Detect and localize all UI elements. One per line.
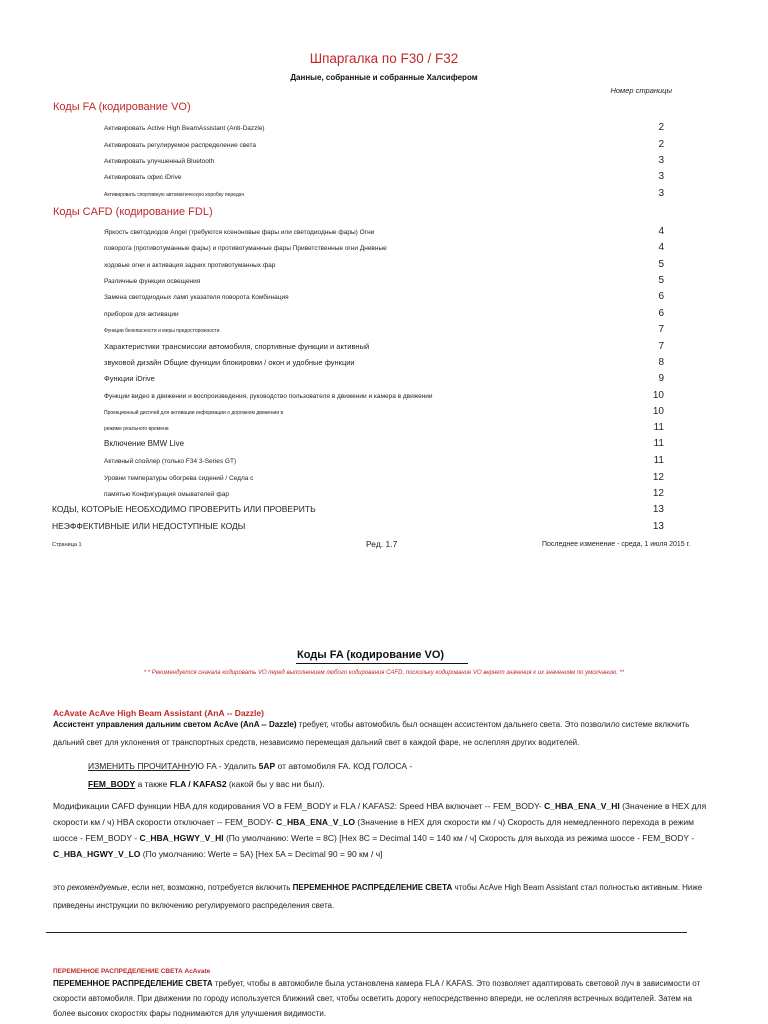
- toc-entry-page: 11: [653, 438, 664, 449]
- bold-term: C_HBA_HGWY_V_HI: [139, 833, 224, 843]
- subsection-heading-variable-light: ПЕРЕМЕННОЕ РАСПРЕДЕЛЕНИЕ СВЕТА AcAvate: [53, 968, 211, 975]
- bold-term: ПЕРЕМЕННОЕ РАСПРЕДЕЛЕНИЕ СВЕТА: [53, 979, 213, 988]
- toc-entry[interactable]: [104, 306, 664, 320]
- toc-entry-text: Активировать Active High BeamAssistant (Anti-Dazzle): [104, 125, 265, 132]
- toc-entry-page: 12: [652, 472, 664, 483]
- toc-entry-text: поворота (противотуманные фары) и противотуманные фары Приветственные огни Дневные: [104, 245, 387, 252]
- toc-entry-page: 5: [658, 259, 664, 270]
- paragraph-text: , если нет, возможно, потребуется включить: [127, 883, 293, 892]
- paragraph-high-beam-description: [53, 716, 713, 752]
- toc-entry[interactable]: [104, 486, 664, 500]
- paragraph-text: это: [53, 883, 68, 892]
- bold-term: C_HBA_ENA_V_HI: [544, 801, 620, 811]
- toc-entry[interactable]: [104, 289, 664, 303]
- toc-entry-page: 11: [653, 422, 664, 433]
- toc-entry-page: 3: [658, 171, 664, 182]
- paragraph-text: требует, чтобы автомобиль был оснащен ассистентом дальнего света. Это позволило системе включить дальний свет для уклонения от транспортных средств, независимо перемещая дальний свет в каждой фаре, не ослепляя других водителей.: [53, 720, 690, 747]
- toc-entry[interactable]: [52, 519, 664, 533]
- bold-term: 5AP: [258, 761, 276, 771]
- toc-entry-text: приборов для активации: [104, 311, 179, 318]
- toc-entry-text: Активировать регулируемое распределение света: [104, 142, 257, 149]
- toc-entry-text: Включение BMW Live: [104, 439, 185, 448]
- toc-entry-text: Функции видео в движении и воспроизведения, руководство пользователя в движении и камера в движении: [104, 393, 433, 400]
- toc-entry-text: Активный спойлер (только F34 3-Series GT): [104, 458, 237, 465]
- toc-entry[interactable]: [104, 240, 664, 254]
- paragraph-cafd-hba: [53, 798, 713, 862]
- toc-entry-text: Характеристики трансмиссии автомобиля, спортивные функции и активный: [104, 342, 370, 351]
- toc-entry[interactable]: [104, 273, 664, 287]
- toc-entry-page: 13: [652, 504, 664, 515]
- toc-entry[interactable]: [104, 224, 664, 238]
- heading-underline: [296, 663, 468, 664]
- bold-term: FEM_BODY: [88, 779, 136, 789]
- paragraph-variable-light-description: [53, 976, 713, 1021]
- toc-entry-text: Проекционный дисплей для активации информации о дорожном движении в: [104, 410, 284, 416]
- toc-entry[interactable]: [104, 339, 664, 353]
- toc-entry-text: Активировать спортивную автоматическую коробку передач: [104, 192, 245, 198]
- toc-entry-page: 6: [658, 291, 664, 302]
- toc-entry[interactable]: [104, 388, 664, 402]
- footer-last-modified: Последнее изменение - среда, 1 июля 2015 г.: [542, 541, 691, 548]
- toc-entry[interactable]: [104, 371, 664, 385]
- toc-entry[interactable]: [104, 436, 664, 450]
- paragraph-text: а также: [135, 779, 170, 789]
- section-heading-fa-page2: Коды FA (кодирование VO): [297, 649, 445, 661]
- toc-entry-page: 11: [653, 455, 664, 466]
- toc-entry[interactable]: [104, 322, 664, 336]
- toc-entry-text: звуковой дизайн Общие функции блокировки / окон и удобные функции: [104, 358, 355, 367]
- toc-entry[interactable]: [104, 120, 664, 134]
- page-number-column-label: Номер страницы: [610, 86, 672, 95]
- section-heading-fa: Коды FA (кодирование VO): [53, 101, 191, 113]
- underlined-text: ИЗМЕНИТЬ ПРОЧИТАНН: [88, 761, 191, 771]
- toc-entry[interactable]: [104, 153, 664, 167]
- paragraph-text: УЮ FA - Удалить: [190, 761, 259, 771]
- page-subtitle: Данные, собранные и собранные Халсифером: [290, 73, 478, 82]
- toc-entry-text: Уровни температуры обогрева сидений / Седла с: [104, 475, 254, 482]
- toc-entry-text: НЕЭФФЕКТИВНЫЕ ИЛИ НЕДОСТУПНЫЕ КОДЫ: [52, 521, 246, 531]
- paragraph-text: (Значение в HEX для скорости км / ч) HBA скорости отключает -- FEM_BODY-: [53, 801, 707, 827]
- toc-entry-text: ходовые огни и активация задних противотуманных фар: [104, 262, 276, 269]
- toc-entry[interactable]: [104, 137, 664, 151]
- toc-entry-page: 2: [658, 122, 664, 133]
- toc-entry-text: режиме реального времени: [104, 426, 169, 432]
- bold-term: ПЕРЕМЕННОЕ РАСПРЕДЕЛЕНИЕ СВЕТА: [292, 883, 453, 892]
- toc-entry-page: 8: [658, 357, 664, 368]
- toc-entry-text: Активировать офис iDrive: [104, 174, 182, 181]
- paragraph-text: (По умолчанию: Werte = 8C) [Hex 8C = Decimal 140 = 140 км / ч] Скорость для выхода из режима шоссе - FEM_BODY -: [223, 833, 695, 843]
- footer-revision: Ред. 1.7: [366, 539, 398, 549]
- toc-entry-text: КОДЫ, КОТОРЫЕ НЕОБХОДИМО ПРОВЕРИТЬ ИЛИ ПРОВЕРИТЬ: [52, 504, 316, 514]
- toc-entry[interactable]: [104, 470, 664, 484]
- coding-note: * * Рекомендуется сначала кодировать VO перед выполнением любого кодирования CAFD, поскольку кодирование VO вернет значения к их значениям по умолчанию. **: [143, 670, 625, 676]
- toc-entry-page: 5: [658, 275, 664, 286]
- toc-entry-page: 10: [652, 390, 664, 401]
- toc-entry-page: 7: [658, 324, 664, 335]
- paragraph-text: (Значение в HEX для скорости км / ч) Скорость для немедленного перехода в режим шоссе - FEM_BODY -: [53, 817, 694, 843]
- paragraph-fa-change: [88, 757, 508, 793]
- page-title: Шпаргалка по F30 / F32: [309, 51, 459, 66]
- footer-page-label: Страница 1: [52, 542, 82, 548]
- toc-entry-page: 3: [658, 188, 664, 199]
- paragraph-text: Модификации CAFD функции HBA для кодирования VO в FEM_BODY и FLA / KAFAS2: Speed HBA включает -- FEM_BODY-: [53, 801, 545, 811]
- toc-entry-page: 2: [658, 139, 664, 150]
- paragraph-text: требует, чтобы в автомобиле была установлена камера FLA / KAFAS. Это позволяет адаптировать световой луч в зависимости от скорости автомобиля. При движении по городу используется ближний свет, чтобы осветить дорогу непосредственно впереди, не ослепляя встречных водителей. Затем на более высоких скоростях фары поднимаются для улучшения видимости.: [53, 979, 701, 1018]
- toc-entry-text: Функции безопасности и меры предосторожности: [104, 328, 220, 334]
- toc-entry[interactable]: [104, 355, 664, 369]
- bold-term: C_HBA_ENA_V_LO: [276, 817, 355, 827]
- paragraph-text: от автомобиля FA. КОД ГОЛОСА -: [275, 761, 413, 771]
- toc-entry[interactable]: [104, 257, 664, 271]
- toc-entry-page: 10: [652, 406, 664, 417]
- bold-term: FLA / KAFAS2: [169, 779, 227, 789]
- toc-entry-text: памятью Конфигурация омывателей фар: [104, 491, 229, 498]
- toc-entry-page: 4: [658, 226, 664, 237]
- toc-entry-page: 9: [658, 373, 664, 384]
- italic-text: рекомендуемые: [67, 883, 128, 892]
- toc-entry[interactable]: [104, 453, 664, 467]
- toc-entry-page: 12: [652, 488, 664, 499]
- horizontal-divider: [46, 932, 687, 933]
- toc-entry[interactable]: [104, 420, 664, 434]
- toc-entry-page: 7: [658, 341, 664, 352]
- toc-entry-page: 3: [658, 155, 664, 166]
- toc-entry[interactable]: [104, 186, 664, 200]
- subsection-heading-high-beam: AcAvate AcAve High Beam Assistant (AnA -- Dazzle): [53, 708, 264, 718]
- toc-entry-text: Замена светодиодных ламп указателя поворота Комбинация: [104, 294, 289, 301]
- section-heading-cafd: Коды CAFD (кодирование FDL): [53, 206, 213, 218]
- toc-entry[interactable]: [104, 169, 664, 183]
- toc-entry-page: 13: [652, 521, 664, 532]
- toc-entry[interactable]: [104, 404, 664, 418]
- bold-term: C_HBA_HGWY_V_LO: [53, 849, 141, 859]
- paragraph-text: чтобы AcAve High Beam Assistant стал полностью активным. Ниже приведены инструкции по включению регулируемого распределения света.: [53, 883, 703, 910]
- bold-term: Ассистент управления дальним светом AcAve (AnA -- Dazzle): [53, 720, 297, 729]
- toc-entry-page: 4: [658, 242, 664, 253]
- toc-entry-page: 6: [658, 308, 664, 319]
- toc-entry-text: Яркость светодиодов Angel (требуются ксеноновые фары или светодиодные фары) Огни: [104, 229, 375, 236]
- toc-entry-text: Активировать улучшенный Bluetooth: [104, 158, 215, 165]
- paragraph-text: (По умолчанию: Werte = 5A) [Hex 5A = Decimal 90 = 90 км / ч]: [140, 849, 383, 859]
- toc-entry[interactable]: [52, 502, 664, 516]
- paragraph-recommendation: [53, 879, 713, 915]
- toc-entry-text: Функции iDrive: [104, 374, 155, 383]
- toc-entry-text: Различные функции освещения: [104, 278, 201, 285]
- paragraph-text: (какой бы у вас ни был).: [226, 779, 325, 789]
